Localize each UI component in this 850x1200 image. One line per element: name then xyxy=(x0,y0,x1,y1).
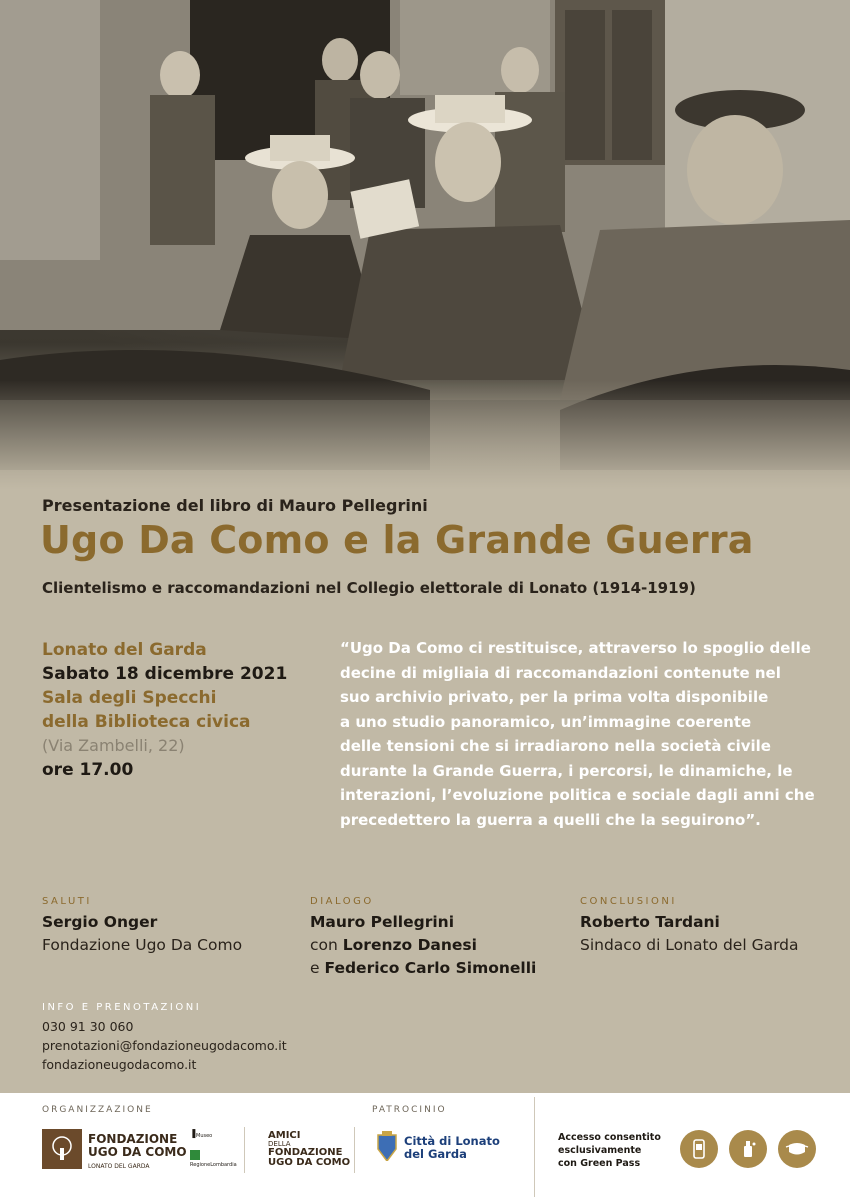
book-title: Ugo Da Como e la Grande Guerra xyxy=(40,518,754,562)
quote-line: decine di migliaia di raccomandazioni contenute nel xyxy=(340,663,781,682)
info-email[interactable]: prenotazioni@fondazioneugodacomo.it xyxy=(42,1038,287,1053)
event-time: ore 17.00 xyxy=(42,760,134,780)
conclusioni-name: Roberto Tardani xyxy=(580,913,720,931)
saluti-name: Sergio Onger xyxy=(42,913,158,931)
info-label: INFO E PRENOTAZIONI xyxy=(42,1002,202,1013)
fondazione-sub: LONATO DEL GARDA xyxy=(88,1163,150,1170)
dialogo-name: Mauro Pellegrini xyxy=(310,913,455,931)
event-venue-line2: della Biblioteca civica xyxy=(42,712,251,732)
fondazione-name-1: FONDAZIONE xyxy=(88,1132,178,1146)
quote-line: delle tensioni che si irradiarono nella società civile xyxy=(340,737,771,755)
conclusioni-role: Sindaco di Lonato del Garda xyxy=(580,936,799,954)
citta-line1: Città di Lonato xyxy=(404,1134,500,1148)
conclusioni-section xyxy=(580,896,799,957)
quote-line: durante la Grande Guerra, i percorsi, le dinamiche, le xyxy=(340,761,793,780)
book-presentation-label: Presentazione del libro di Mauro Pellegrini xyxy=(42,496,428,515)
fondazione-logo-icon xyxy=(42,1129,82,1169)
saluti-label: SALUTI xyxy=(42,896,92,907)
comune-crest-icon xyxy=(376,1131,398,1165)
amici-line3: FONDAZIONE xyxy=(268,1147,343,1158)
quote-line: precedettero la guerra a quelli che la seguirono”. xyxy=(340,810,761,829)
divider xyxy=(534,1097,535,1197)
event-city: Lonato del Garda xyxy=(42,640,207,660)
dialogo-and-prefix: e xyxy=(310,959,320,977)
footer xyxy=(0,1093,850,1200)
patrocinio-label: PATROCINIO xyxy=(372,1105,447,1115)
dialogo-with-name: Lorenzo Danesi xyxy=(342,936,477,954)
conclusioni-label: CONCLUSIONI xyxy=(580,896,677,907)
quote-line: interazioni, l’evoluzione politica e sociale dagli anni che xyxy=(340,786,815,804)
historic-photo xyxy=(0,0,850,490)
event-address: (Via Zambelli, 22) xyxy=(42,736,185,755)
regione-label: RegioneLombardia xyxy=(190,1162,237,1168)
organizzazione-label: ORGANIZZAZIONE xyxy=(42,1105,153,1115)
dialogo-with-prefix: con xyxy=(310,936,338,954)
dialogo-label: DIALOGO xyxy=(310,896,374,907)
amici-line4: UGO DA COMO xyxy=(268,1157,351,1168)
greenpass-line3: con Green Pass xyxy=(558,1158,641,1169)
face-mask-icon xyxy=(778,1130,816,1168)
dialogo-and-name: Federico Carlo Simonelli xyxy=(324,959,537,977)
event-date: Sabato 18 dicembre 2021 xyxy=(42,664,288,684)
amici-line1: AMICI xyxy=(268,1130,301,1141)
greenpass-line1: Accesso consentito xyxy=(558,1132,661,1143)
amici-line2: DELLA xyxy=(268,1140,291,1148)
regione-lombardia-icon xyxy=(190,1150,200,1160)
quote-line: suo archivio privato, per la prima volta disponibile xyxy=(340,688,769,706)
green-pass-phone-icon xyxy=(680,1130,718,1168)
event-details xyxy=(42,638,287,782)
saluti-role: Fondazione Ugo Da Como xyxy=(42,936,243,954)
hand-sanitizer-icon xyxy=(729,1130,767,1168)
book-subtitle: Clientelismo e raccomandazioni nel Collegio elettorale di Lonato (1914-1919) xyxy=(42,579,696,597)
event-venue-line1: Sala degli Specchi xyxy=(42,688,217,708)
quote-line: a uno studio panoramico, un’immagine coerente xyxy=(340,712,752,731)
museo-label: Museo xyxy=(196,1133,213,1139)
fondazione-name-2: UGO DA COMO xyxy=(88,1145,187,1159)
info-website[interactable]: fondazioneugodacomo.it xyxy=(42,1057,197,1072)
museo-icon: ❚ xyxy=(190,1129,198,1139)
photo-fade xyxy=(0,380,850,490)
saluti-section xyxy=(42,896,242,957)
divider xyxy=(354,1127,355,1173)
greenpass-line2: esclusivamente xyxy=(558,1145,642,1156)
divider xyxy=(244,1127,245,1173)
info-phone[interactable]: 030 91 30 060 xyxy=(42,1019,134,1034)
book-quote xyxy=(340,636,820,832)
dialogo-section xyxy=(310,896,536,980)
citta-line2: del Garda xyxy=(404,1147,467,1161)
info-section xyxy=(42,1002,287,1074)
quote-line: “Ugo Da Como ci restituisce, attraverso lo spoglio delle xyxy=(340,639,811,657)
